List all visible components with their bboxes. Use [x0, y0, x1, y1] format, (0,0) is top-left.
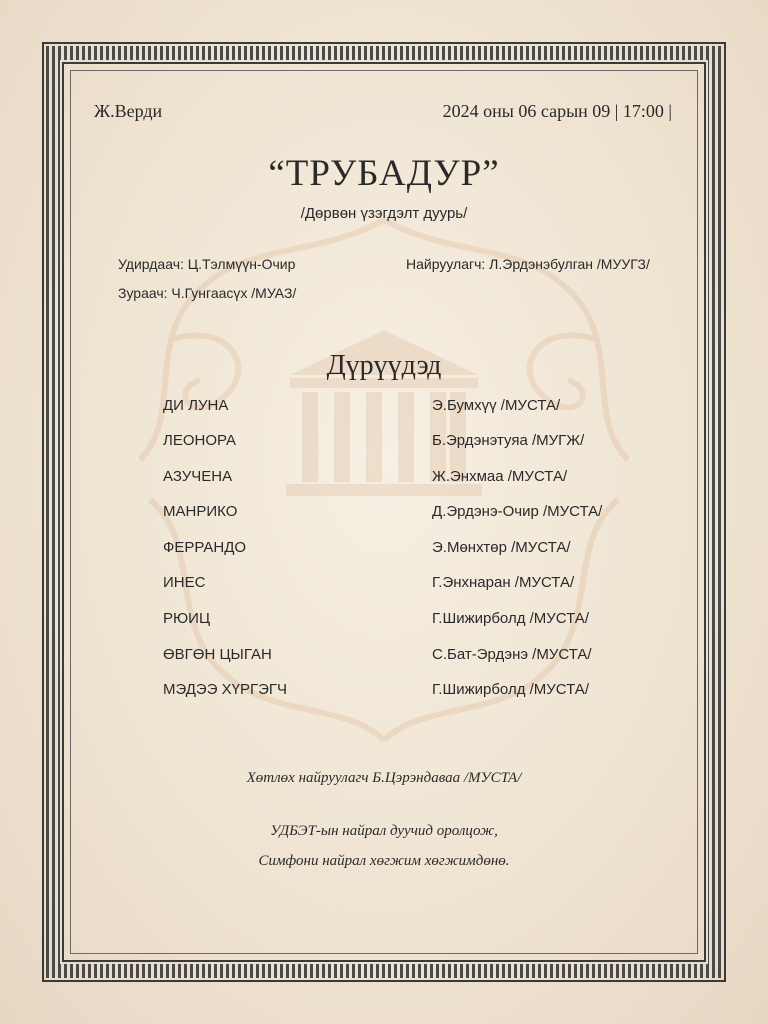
designer-credit: Зураач: Ч.Гунгаасүх /МУАЗ/ [118, 285, 297, 301]
cast-role: ЛЕОНОРА [163, 432, 237, 449]
performance-datetime: 2024 оны 06 сарын 09 | 17:00 | [442, 101, 672, 121]
lead-director-credit: Хөтлөх найруулагч Б.Цэрэндаваа /МУСТА/ [246, 770, 522, 786]
cast-role: ИНЕС [163, 574, 206, 591]
opera-subtitle: /Дөрвөн үзэгдэлт дуурь/ [300, 205, 468, 222]
cast-role: РЮИЦ [163, 610, 211, 627]
cast-role: ӨВГӨН ЦЫГАН [163, 646, 272, 663]
cast-singer: Б.Эрдэнэтуяа /МУГЖ/ [432, 432, 585, 449]
cast-role: МАНРИКО [163, 503, 238, 520]
cast-singer: Э.Мөнхтөр /МУСТА/ [432, 539, 571, 556]
cast-role: АЗУЧЕНА [163, 468, 233, 485]
cast-singer: Г.Шижирболд /МУСТА/ [432, 610, 589, 627]
cast-heading: Дүрүүдэд [326, 350, 442, 381]
cast-singer: Г.Шижирболд /МУСТА/ [432, 681, 589, 698]
conductor-credit: Удирдаач: Ц.Тэлмүүн-Очир [118, 256, 296, 272]
cast-role: ДИ ЛУНА [163, 397, 229, 414]
cast-role: МЭДЭЭ ХҮРГЭГЧ [163, 681, 288, 698]
opera-title: “ТРУБАДУР” [268, 153, 500, 194]
cast-singer: Г.Энхнаран /МУСТА/ [432, 574, 575, 591]
footer-chorus-line: УДБЭТ-ын найрал дуучид оролцож, [270, 823, 498, 839]
composer-name: Ж.Верди [94, 101, 163, 121]
director-credit: Найруулагч: Л.Эрдэнэбулган /МУУГЗ/ [406, 256, 650, 272]
cast-singer: С.Бат-Эрдэнэ /МУСТА/ [432, 646, 592, 663]
cast-singer: Э.Бумхүү /МУСТА/ [432, 397, 561, 414]
cast-role: ФЕРРАНДО [163, 539, 247, 556]
footer-orchestra-line: Симфони найрал хөгжим хөгжимдөнө. [258, 853, 510, 869]
cast-singer: Ж.Энхмаа /МУСТА/ [432, 468, 568, 485]
cast-singer: Д.Эрдэнэ-Очир /МУСТА/ [432, 503, 603, 520]
